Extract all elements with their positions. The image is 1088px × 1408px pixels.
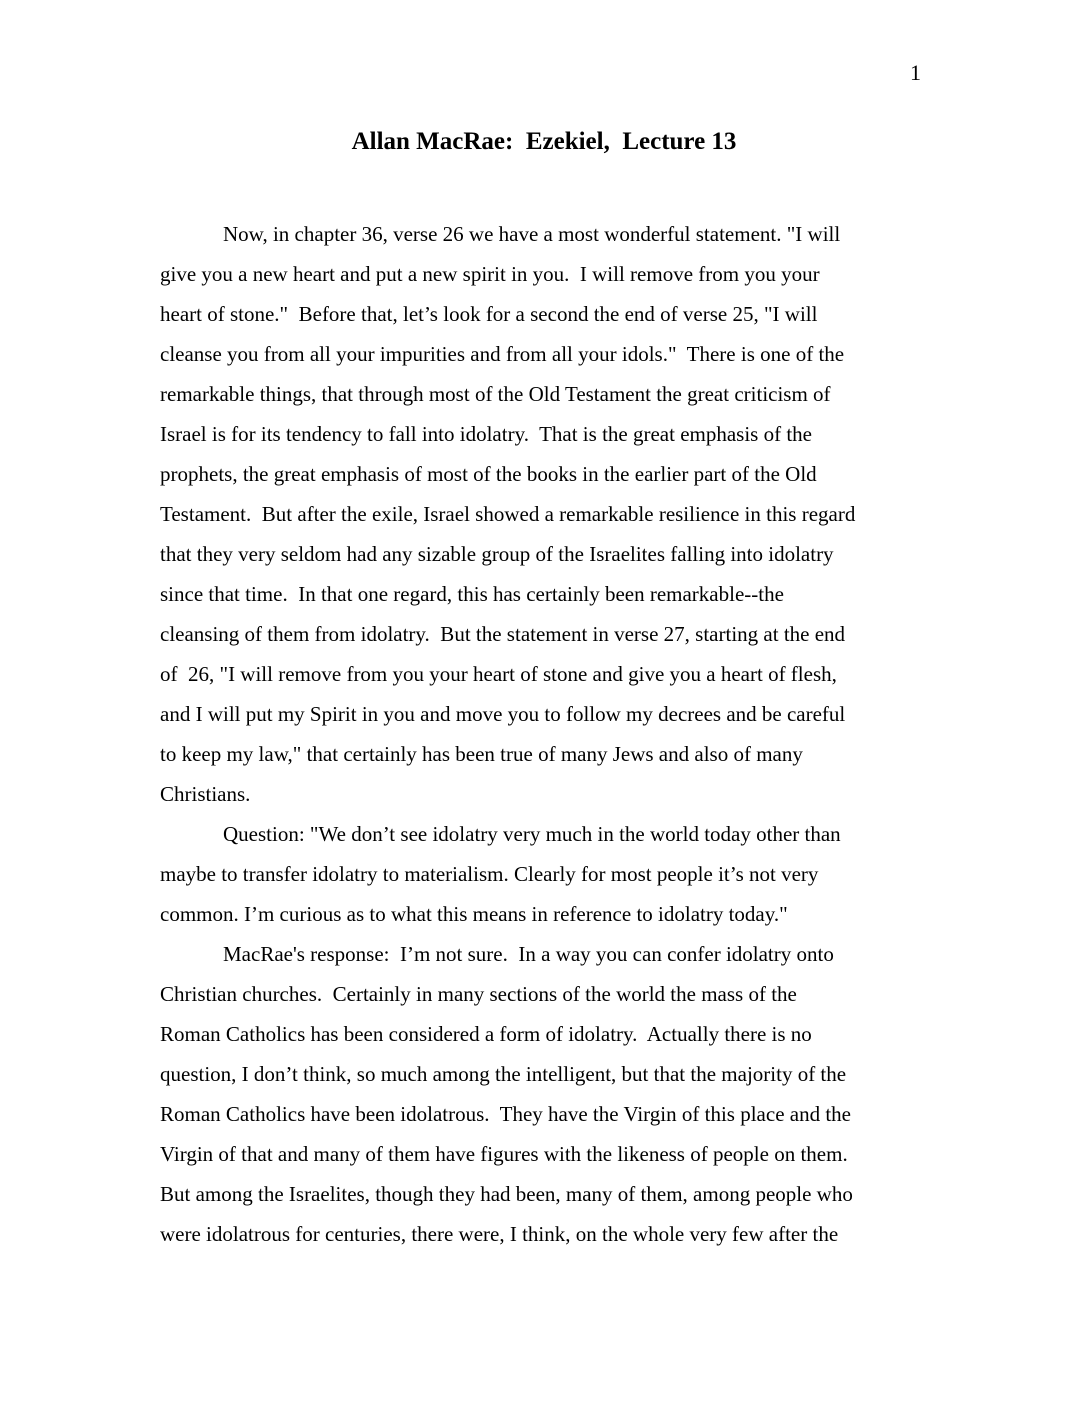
text-line: since that time. In that one regard, this has certainly been remarkable--the — [160, 582, 784, 606]
text-line: cleansing of them from idolatry. But the statement in verse 27, starting at the end — [160, 622, 846, 646]
text-line: prophets, the great emphasis of most of the books in the earlier part of the Old — [160, 462, 817, 486]
text-line: question, I don’t think, so much among the intelligent, but that the majority of the — [160, 1062, 847, 1086]
paragraph — [160, 814, 960, 934]
text-line: cleanse you from all your impurities and from all your idols." There is one of the — [160, 342, 845, 366]
text-line: Question: "We don’t see idolatry very much in the world today other than — [223, 822, 841, 846]
text-line: common. I’m curious as to what this means in reference to idolatry today." — [160, 902, 788, 926]
text-line: give you a new heart and put a new spirit in you. I will remove from you your — [160, 262, 820, 286]
text-line: that they very seldom had any sizable group of the Israelites falling into idolatry — [160, 542, 834, 566]
text-line: Israel is for its tendency to fall into idolatry. That is the great emphasis of the — [160, 422, 812, 446]
text-line: of 26, "I will remove from you your heart of stone and give you a heart of flesh, — [160, 662, 837, 686]
text-line: heart of stone." Before that, let’s look for a second the end of verse 25, "I will — [160, 302, 818, 326]
paragraph — [160, 214, 960, 814]
paragraph — [160, 934, 960, 1254]
text-line: Roman Catholics has been considered a form of idolatry. Actually there is no — [160, 1022, 812, 1046]
text-line: to keep my law," that certainly has been true of many Jews and also of many — [160, 742, 803, 766]
text-line: Christians. — [160, 782, 251, 806]
text-line: Christian churches. Certainly in many sections of the world the mass of the — [160, 982, 797, 1006]
text-line: But among the Israelites, though they had been, many of them, among people who — [160, 1182, 853, 1206]
text-line: maybe to transfer idolatry to materialism. Clearly for most people it’s not very — [160, 862, 819, 886]
text-line: Roman Catholics have been idolatrous. They have the Virgin of this place and the — [160, 1102, 851, 1126]
text-line: Testament. But after the exile, Israel showed a remarkable resilience in this regard — [160, 502, 856, 526]
page-number: 1 — [910, 60, 921, 85]
text-line: and I will put my Spirit in you and move you to follow my decrees and be careful — [160, 702, 846, 726]
text-line: were idolatrous for centuries, there were, I think, on the whole very few after the — [160, 1222, 839, 1246]
text-line: MacRae's response: I’m not sure. In a way you can confer idolatry onto — [223, 942, 834, 966]
text-line: Virgin of that and many of them have figures with the likeness of people on them. — [160, 1142, 848, 1166]
document-body — [160, 214, 960, 1254]
text-line: remarkable things, that through most of the Old Testament the great criticism of — [160, 382, 831, 406]
text-line: Now, in chapter 36, verse 26 we have a most wonderful statement. "I will — [223, 222, 841, 246]
document-title: Allan MacRae: Ezekiel, Lecture 13 — [351, 128, 737, 155]
